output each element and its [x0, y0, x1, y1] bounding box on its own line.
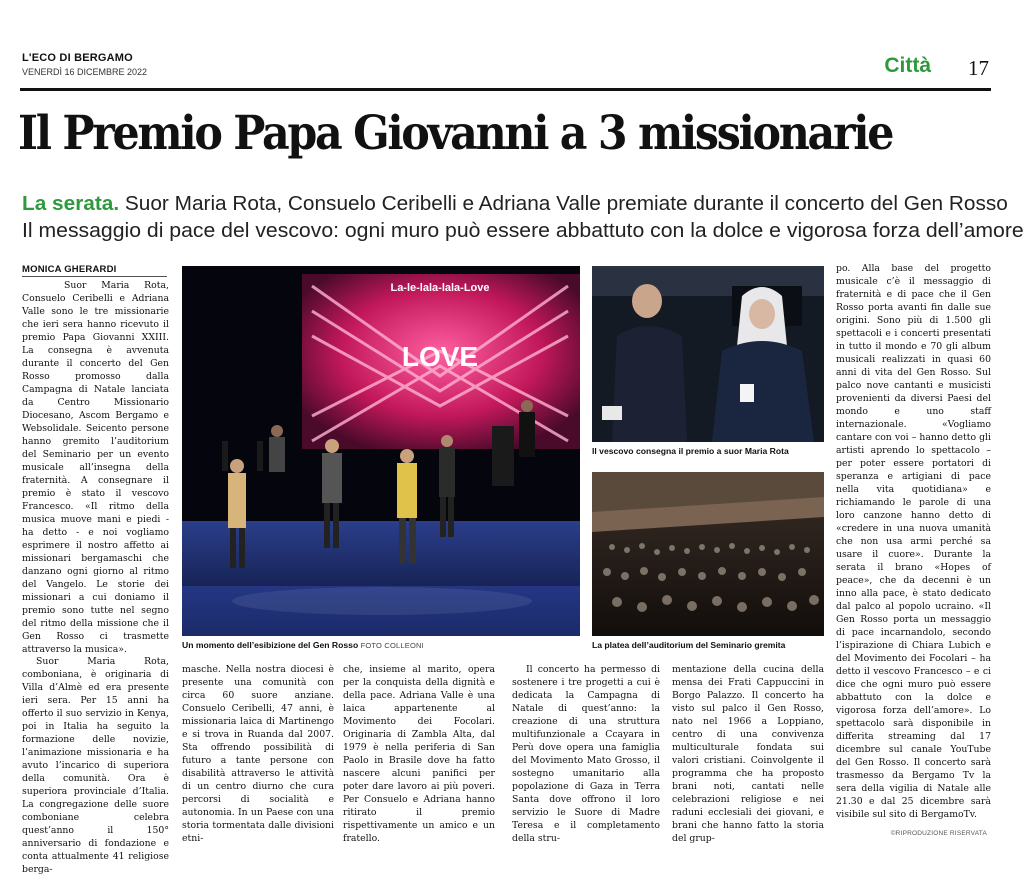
- article-column-4: [512, 663, 660, 844]
- subheadline-text: Suor Maria Rota, Consuelo Ceribelli e Adriana Valle premiate durante il concerto del Gen Rosso: [119, 193, 1008, 215]
- issue-date: VENERDÌ 16 DICEMBRE 2022: [22, 67, 148, 77]
- subheadline-line-2: Il messaggio di pace del vescovo: ogni muro può essere abbattuto con la dolce e vigorosa forza dell’amore: [22, 220, 1024, 242]
- audience-photo: [592, 472, 824, 636]
- paragraph-intro: Suor Maria Rota, Consuelo Ceribelli e Adriana Valle sono le tre missionarie che ieri sera hanno ricevuto il premio Papa Giovanni XXIII. La consegna è avvenuta durante il concerto del Gen Rosso promosso dalla Campagna di Natale lanciata da Centro Missionario Diocesano, Ascom Bergamo e Websolidale. Seicento persone hanno gremito l’auditorium del Seminario per un evento musicale all’insegna della fraternità. A consegnare il premio è stato il vescovo Francesco. «Il ritmo della musica muove mani e piedi - ha detto - e noi vogliamo esprimere il nostro affetto ai missionari bergamaschi che danzano ogni giorno al ritmo del Vangelo. Le storie dei missionari a cui doniamo il premio sono tutte nel segno del ritmo della missione che il Gen Rosso ci trasmette attraverso la musica».: [22, 280, 169, 655]
- subheadline-lead: La serata.: [22, 193, 120, 215]
- screen-title: La-le-lala-lala-Love: [390, 282, 490, 294]
- paragraph-gen-rosso: mentazione della cucina della mensa dei Frati Cappuccini in Borgo Palazzo. Il concerto ha visto sul palco il Gen Rosso, nato nel 1966 a Loppiano, centro di una convivenza multiculturale fondata sui valori cristiani. Coinvolgente il programma che ha proposto brani noti, cantati nelle celebrazioni religiose e nei raduni ecclesiali dei giovani, e brani che hanno fatto la storia del grup-: [672, 664, 824, 844]
- header-rule: [20, 88, 991, 91]
- paragraph-consuelo: masche. Nella nostra diocesi è presente una comunità con circa 60 suore anziane. Consuelo Ceribelli, 47 anni, è missionaria laica di Martinengo e si trova in Ruanda dal 2007. Sta offrendo possibilità di futuro a tante persone con disabilità attraverso le attività di un centro diurno che cura percorsi di socialità e autonomia. In un Paese con una storia tormentata dalle divisioni etni-: [182, 664, 334, 844]
- concert-photo: [182, 266, 580, 636]
- article-column-1: [22, 279, 169, 655]
- article-column-3: [343, 663, 495, 844]
- section-label: Città: [884, 54, 931, 77]
- article-column-1b: [22, 655, 169, 875]
- award-caption: Il vescovo consegna il premio a suor Maria Rota: [592, 446, 789, 456]
- page-number: 17: [968, 56, 989, 80]
- concert-stage-image: [182, 266, 580, 636]
- byline-rule: [22, 276, 167, 277]
- newspaper-name: L'ECO DI BERGAMO: [22, 52, 133, 64]
- copyright-notice: ©RIPRODUZIONE RISERVATA: [890, 830, 987, 837]
- paragraph-progetto: po. Alla base del progetto musicale c’è il messaggio di fraternità e di pace che il Gen Rosso porta avanti fin dalle sue origini. Sono più di 1.500 gli spettacoli e i concerti presentati in tutto il mondo e 70 gli album musicali realizzati in quasi 60 anni di vita del Gen Rosso. Sul palco nove cantanti e musicisti provenienti da diversi Paesi del mondo e uno staff internazionale. «Vogliamo cantare con voi – hanno detto gli artisti aprendo lo spettacolo – per poter essere portatori di speranza e artigiani di pace nella vita quotidiana» e richiamando le parole di una loro canzone hanno detto di «credere in una nuova umanità che non usa armi perché sa usare il cuore». Durante la serata il brano «Hopes of peace», che da decenni è un inno alla pace, è stato dedicato dal palco al popolo ucraino. «Il Gen Rosso porta un messaggio di pace incarnandolo, secondo l’ispirazione di Chiara Lubich e del Movimento dei Focolari – ha detto il vescovo Francesco – e ci dice che ogni muro può essere abbattuto con la dolce e vigorosa forza dell’amore». Lo spettacolo sarà disponibile in differita streaming dal 17 dicembre sul canale YouTube del Gen Rosso. Il concerto sarà trasmesso da Bergamo Tv la sera della vigilia di Natale alle 21.30 e dal 25 dicembre sarà visibile sul sito di BergamoTv.: [836, 263, 991, 820]
- headline: Il Premio Papa Giovanni a 3 missionarie: [18, 106, 893, 161]
- concert-caption-text: Un momento dell’esibizione del Gen Rosso: [182, 640, 359, 650]
- audience-caption: La platea dell’auditorium del Seminario gremita: [592, 640, 786, 650]
- subheadline-line-1: [22, 193, 1008, 216]
- concert-caption: [182, 640, 424, 650]
- audience-image: [592, 472, 824, 636]
- byline: MONICA GHERARDI: [22, 264, 117, 275]
- paragraph-concerto: Il concerto ha permesso di sostenere i tre progetti a cui è dedicata la Campagna di Natale di quest’anno: la creazione di una struttura multifunzionale a Ccayara in Perù dove opera una famiglia del Movimento Mato Grosso, il sostegno umanitario alla popolazione di Gaza in Terra Santa dove offrono il loro servizio le Suore di Madre Teresa e il completamento della stru-: [512, 664, 660, 844]
- paragraph-adriana: che, insieme al marito, opera per la conquista della dignità e della pace. Adriana Valle è una laica appartenente al Movimento dei Focolari. Originaria di Zambla Alta, dal 1979 è nella periferia di San Paolo in Brasile dove ha fatto nascere alcuni panifici per poter dare lavoro ai più poveri. Per Consuelo e Adriana hanno ritirato il premio rispettivamente un amico e un fratello.: [343, 664, 495, 844]
- award-photo: [592, 266, 824, 442]
- article-column-6: [836, 262, 991, 824]
- award-image: [592, 266, 824, 442]
- article-column-2: [182, 663, 334, 844]
- article-column-5: [672, 663, 824, 844]
- screen-word: LOVE: [401, 341, 479, 372]
- photo-credit: FOTO COLLEONI: [360, 641, 424, 650]
- paragraph-maria-rota: Suor Maria Rota, comboniana, è originaria di Villa d’Almè ed era presente ieri sera. Per 15 anni ha offerto il suo servizio in Kenya, poi in Italia ha seguito la formazione delle novizie, l’animazione missionaria e ha avuto l’incarico di superiora della comunità. Ora è superiora provinciale d’Italia. La congregazione delle suore comboniane celebra quest’anno il 150° anniversario di fondazione e conta attualmente 41 religiose berga-: [22, 656, 169, 875]
